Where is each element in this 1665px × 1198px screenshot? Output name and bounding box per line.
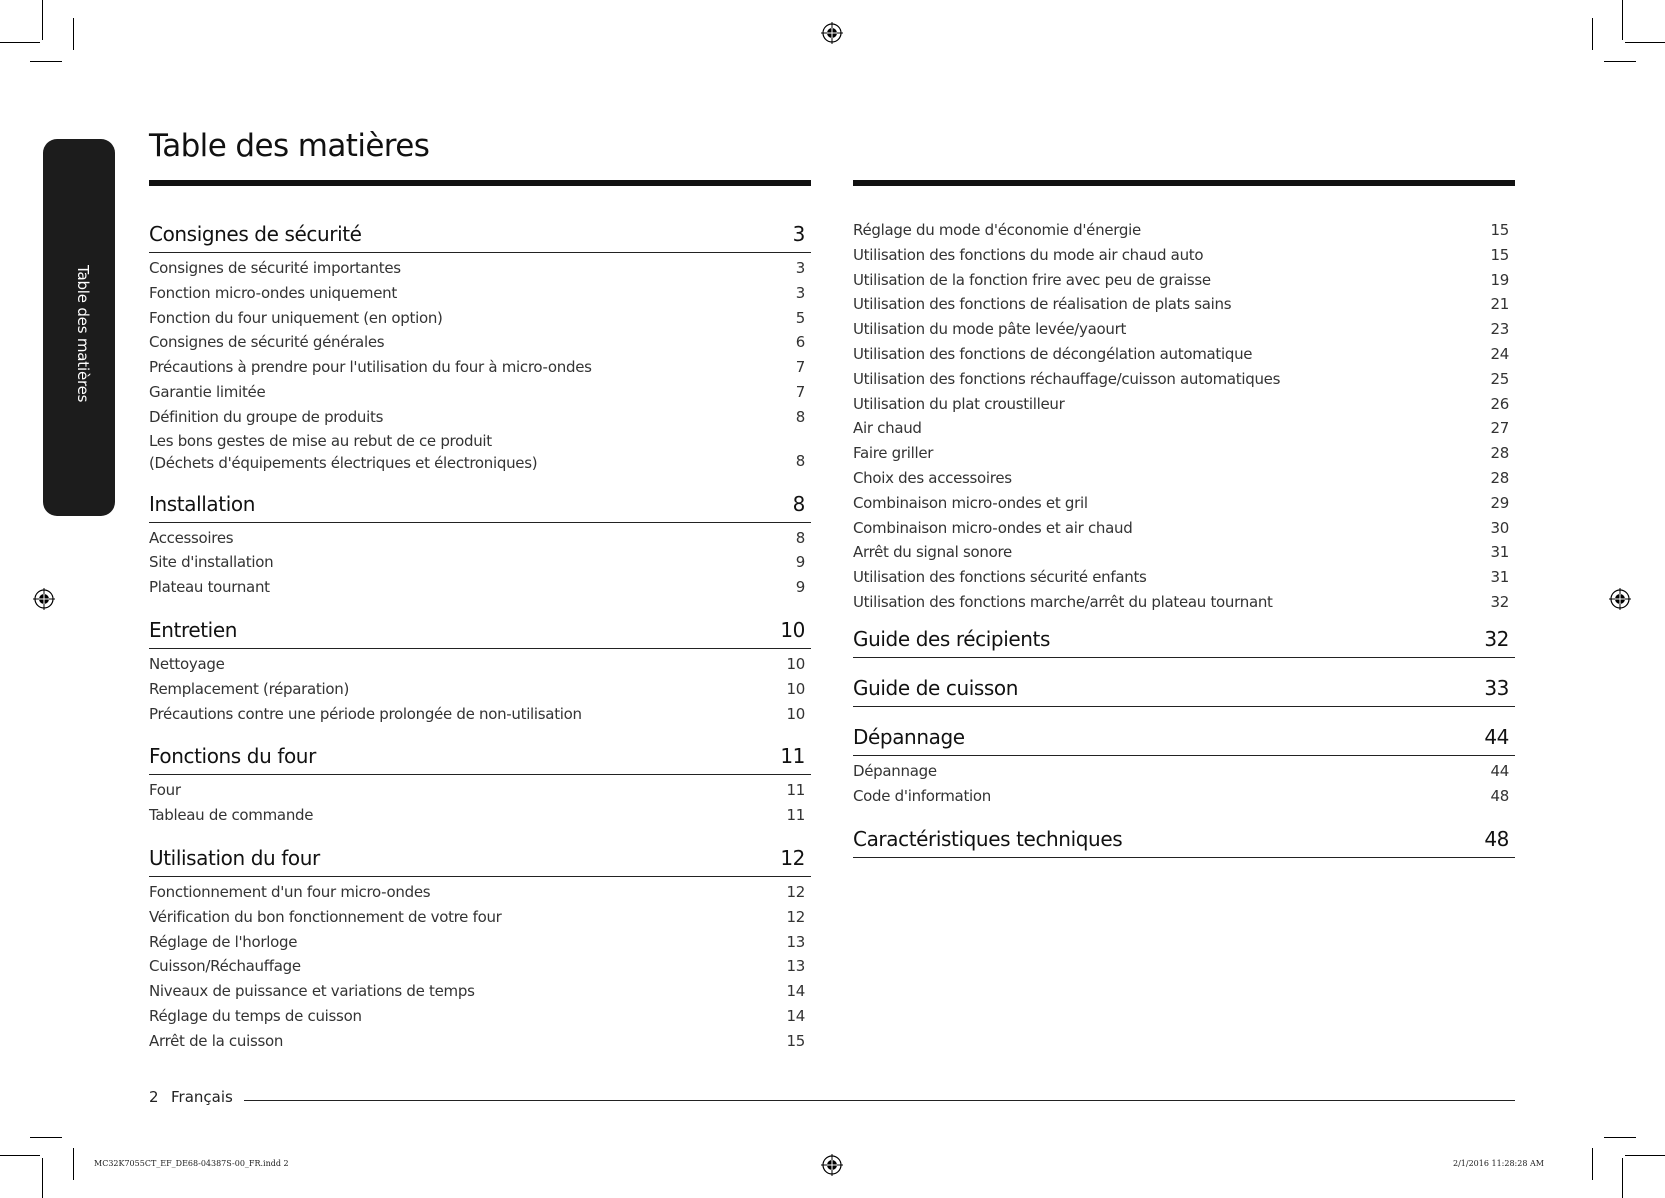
toc-section xyxy=(149,492,811,600)
toc-entry-page: 6 xyxy=(795,333,805,352)
toc-entry-list xyxy=(149,652,811,726)
toc-section-heading[interactable] xyxy=(149,222,811,253)
footer-rule xyxy=(244,1100,1515,1101)
toc-entry[interactable] xyxy=(149,979,811,1004)
toc-entry-page: 12 xyxy=(786,907,805,926)
toc-entry-list xyxy=(149,256,811,474)
toc-entry-page: 8 xyxy=(795,451,805,470)
toc-section-page: 32 xyxy=(1484,627,1509,651)
toc-left-column xyxy=(149,222,811,1072)
toc-entry-page: 15 xyxy=(786,1031,805,1050)
toc-entry-title: Dépannage xyxy=(853,762,937,780)
toc-entry[interactable] xyxy=(853,590,1515,615)
toc-entry-page: 11 xyxy=(786,806,805,825)
toc-section-title: Utilisation du four xyxy=(149,845,320,870)
toc-entry-page: 10 xyxy=(786,654,805,673)
toc-entry-page: 44 xyxy=(1490,762,1509,780)
toc-entry-page: 31 xyxy=(1490,543,1509,562)
toc-section-page: 44 xyxy=(1484,725,1509,749)
toc-entry-title: Arrêt du signal sonore xyxy=(853,543,1012,562)
toc-entry-page: 7 xyxy=(795,358,805,377)
toc-section-page: 12 xyxy=(780,845,805,870)
toc-entry[interactable] xyxy=(149,550,811,575)
toc-entry-title: Consignes de sécurité générales xyxy=(149,333,385,352)
toc-entry-page: 15 xyxy=(1490,245,1509,264)
toc-section-heading[interactable] xyxy=(853,725,1515,756)
toc-entry-title: Combinaison micro-ondes et gril xyxy=(853,493,1088,512)
toc-section xyxy=(149,222,811,474)
toc-entry[interactable] xyxy=(149,306,811,331)
toc-entry-page: 3 xyxy=(795,283,805,302)
toc-section xyxy=(853,725,1515,809)
toc-entry[interactable] xyxy=(149,1029,811,1054)
toc-right-continuation xyxy=(853,218,1515,615)
toc-entry-page: 8 xyxy=(795,407,805,426)
toc-entry[interactable] xyxy=(149,256,811,281)
toc-entry-page: 14 xyxy=(786,1006,805,1025)
toc-section-title: Consignes de sécurité xyxy=(149,222,362,246)
toc-entry-list xyxy=(149,880,811,1054)
toc-section-title: Dépannage xyxy=(853,725,965,749)
toc-entry-page: 5 xyxy=(795,308,805,327)
toc-entry[interactable] xyxy=(149,803,811,828)
toc-entry[interactable] xyxy=(853,392,1515,417)
toc-entry-page: 24 xyxy=(1490,344,1509,363)
toc-entry[interactable] xyxy=(149,575,811,600)
toc-entry-title: Fonctionnement d'un four micro-ondes xyxy=(149,882,431,901)
toc-entry[interactable] xyxy=(149,652,811,677)
toc-entry-page: 32 xyxy=(1490,592,1509,611)
toc-section-page: 3 xyxy=(792,222,805,246)
toc-section-page: 33 xyxy=(1484,676,1509,700)
toc-entry-page: 27 xyxy=(1490,419,1509,438)
toc-section xyxy=(853,676,1515,707)
toc-entry[interactable] xyxy=(853,243,1515,268)
toc-entry-list xyxy=(853,759,1515,809)
toc-entry-title: Vérification du bon fonctionnement de votre four xyxy=(149,907,502,926)
toc-entry-page: 30 xyxy=(1490,518,1509,537)
toc-entry-title: Air chaud xyxy=(853,419,922,438)
toc-entry-title: Utilisation des fonctions marche/arrêt du plateau tournant xyxy=(853,592,1273,611)
toc-entry[interactable] xyxy=(853,540,1515,565)
toc-entry-title: Utilisation de la fonction frire avec peu de graisse xyxy=(853,270,1211,289)
toc-entry-page: 8 xyxy=(795,528,805,547)
toc-entry-page: 7 xyxy=(795,382,805,401)
toc-entry-page: 28 xyxy=(1490,468,1509,487)
toc-entry-page: 29 xyxy=(1490,493,1509,512)
toc-entry[interactable] xyxy=(853,342,1515,367)
toc-entry-title: Utilisation des fonctions sécurité enfants xyxy=(853,568,1147,587)
toc-section xyxy=(853,627,1515,658)
toc-entry[interactable] xyxy=(149,1004,811,1029)
toc-entry-title: Utilisation des fonctions du mode air chaud auto xyxy=(853,245,1204,264)
toc-entry-title: Garantie limitée xyxy=(149,382,266,401)
toc-section-heading[interactable] xyxy=(853,676,1515,707)
toc-section xyxy=(149,618,811,726)
toc-entry-page: 19 xyxy=(1490,270,1509,289)
toc-entry-title: Nettoyage xyxy=(149,654,225,673)
toc-entry-page: 23 xyxy=(1490,320,1509,339)
toc-entry[interactable] xyxy=(853,416,1515,441)
toc-entry-title: Tableau de commande xyxy=(149,806,314,825)
toc-entry-title: Précautions à prendre pour l'utilisation du four à micro-ondes xyxy=(149,358,592,377)
toc-entry-page: 26 xyxy=(1490,394,1509,413)
toc-entry-page: 48 xyxy=(1490,786,1509,805)
registration-mark-icon xyxy=(33,588,55,610)
right-column-top-rule xyxy=(853,180,1515,186)
toc-entry[interactable] xyxy=(149,355,811,380)
toc-entry[interactable] xyxy=(853,759,1515,784)
toc-entry-title: Réglage du temps de cuisson xyxy=(149,1006,362,1025)
toc-section-title: Guide des récipients xyxy=(853,627,1051,651)
toc-entry-title: Remplacement (réparation) xyxy=(149,679,350,698)
toc-entry[interactable] xyxy=(149,880,811,905)
toc-entry-title: Arrêt de la cuisson xyxy=(149,1031,284,1050)
toc-entry[interactable] xyxy=(149,677,811,702)
toc-entry[interactable] xyxy=(149,281,811,306)
toc-entry[interactable] xyxy=(853,218,1515,243)
toc-entry-page: 13 xyxy=(786,957,805,976)
toc-entry-page: 15 xyxy=(1490,221,1509,239)
toc-entry[interactable] xyxy=(149,330,811,355)
toc-entry-page: 21 xyxy=(1490,295,1509,314)
toc-entry[interactable] xyxy=(149,702,811,727)
toc-section-heading[interactable] xyxy=(149,618,811,649)
toc-entry-title: Cuisson/Réchauffage xyxy=(149,957,301,976)
toc-entry[interactable] xyxy=(149,930,811,955)
registration-mark-icon xyxy=(1609,588,1631,610)
toc-section-heading[interactable] xyxy=(853,827,1515,858)
toc-entry-title: Plateau tournant xyxy=(149,578,270,597)
toc-section-page: 8 xyxy=(792,491,805,516)
toc-section-page: 11 xyxy=(780,744,805,769)
toc-section-heading[interactable] xyxy=(149,744,811,775)
registration-mark-icon xyxy=(821,22,843,44)
toc-section-heading[interactable] xyxy=(149,846,811,877)
toc-entry-page: 25 xyxy=(1490,369,1509,388)
toc-entry-title: Utilisation des fonctions de décongélation automatique xyxy=(853,344,1253,363)
toc-entry-title: Utilisation des fonctions réchauffage/cuisson automatiques xyxy=(853,369,1281,388)
toc-entry[interactable] xyxy=(853,784,1515,809)
toc-entry-title: Four xyxy=(149,781,181,800)
toc-entry[interactable] xyxy=(149,905,811,930)
toc-entry-page: 11 xyxy=(786,781,805,800)
toc-section xyxy=(853,827,1515,858)
toc-entry-title: Code d'information xyxy=(853,786,991,805)
toc-entry-title: Définition du groupe de produits xyxy=(149,407,384,426)
toc-entry-page: 13 xyxy=(786,932,805,951)
toc-entry[interactable] xyxy=(149,526,811,551)
toc-entry-title: Les bons gestes de mise au rebut de ce produit (Déchets d'équipements électriques et électroniques) xyxy=(149,431,538,472)
toc-entry-list xyxy=(149,778,811,828)
toc-entry-title: Utilisation du mode pâte levée/yaourt xyxy=(853,320,1127,339)
footer-page-number: 2 xyxy=(149,1088,159,1106)
toc-entry[interactable] xyxy=(853,268,1515,293)
toc-section-page: 48 xyxy=(1484,826,1509,851)
toc-entry-title: Consignes de sécurité importantes xyxy=(149,259,401,277)
toc-entry[interactable] xyxy=(149,954,811,979)
toc-entry[interactable] xyxy=(149,405,811,430)
toc-entry[interactable] xyxy=(149,430,811,474)
toc-entry-title: Fonction du four uniquement (en option) xyxy=(149,308,443,327)
toc-entry-page: 14 xyxy=(786,982,805,1001)
toc-entry-title: Niveaux de puissance et variations de temps xyxy=(149,982,475,1001)
toc-section-heading[interactable] xyxy=(149,492,811,523)
toc-entry-title: Utilisation du plat croustilleur xyxy=(853,394,1065,413)
toc-entry[interactable] xyxy=(853,441,1515,466)
toc-section-title: Caractéristiques techniques xyxy=(853,826,1123,851)
page-title: Table des matières xyxy=(149,128,430,164)
toc-entry-title: Réglage de l'horloge xyxy=(149,932,298,951)
toc-entry-page: 28 xyxy=(1490,444,1509,463)
toc-section xyxy=(149,846,811,1054)
print-slug-date: 2/1/2016 11:28:28 AM xyxy=(1453,1159,1544,1168)
side-tab-label: Table des matières xyxy=(74,265,92,403)
toc-section-page: 10 xyxy=(780,617,805,642)
toc-entry-title: Accessoires xyxy=(149,528,234,547)
toc-entry[interactable] xyxy=(853,491,1515,516)
toc-section-title: Entretien xyxy=(149,617,238,642)
toc-entry-page: 9 xyxy=(795,553,805,572)
toc-entry-title: Faire griller xyxy=(853,444,934,463)
toc-entry[interactable] xyxy=(149,380,811,405)
toc-section-title: Installation xyxy=(149,491,255,516)
left-column-top-rule xyxy=(149,180,811,186)
toc-entry-page: 12 xyxy=(786,882,805,901)
footer-language: Français xyxy=(171,1088,233,1106)
toc-entry-page: 10 xyxy=(786,679,805,698)
toc-right-sections xyxy=(853,627,1515,876)
toc-entry-page: 3 xyxy=(795,259,805,277)
toc-entry-title: Site d'installation xyxy=(149,553,274,572)
toc-entry[interactable] xyxy=(149,778,811,803)
toc-section xyxy=(149,744,811,828)
toc-entry-page: 31 xyxy=(1490,568,1509,587)
toc-entry-title: Combinaison micro-ondes et air chaud xyxy=(853,518,1133,537)
toc-entry[interactable] xyxy=(853,565,1515,590)
toc-entry-title: Réglage du mode d'économie d'énergie xyxy=(853,221,1141,239)
toc-entry[interactable] xyxy=(853,292,1515,317)
toc-entry[interactable] xyxy=(853,367,1515,392)
toc-entry[interactable] xyxy=(853,466,1515,491)
toc-entry-page: 9 xyxy=(795,578,805,597)
toc-entry-title: Précautions contre une période prolongée de non-utilisation xyxy=(149,704,582,723)
toc-entry-page: 10 xyxy=(786,704,805,723)
toc-section-title: Guide de cuisson xyxy=(853,676,1019,700)
toc-entry-list xyxy=(149,526,811,600)
print-slug-file: MC32K7055CT_EF_DE68-04387S-00_FR.indd 2 xyxy=(94,1159,289,1168)
registration-mark-icon xyxy=(821,1154,843,1176)
toc-entry-title: Utilisation des fonctions de réalisation de plats sains xyxy=(853,295,1232,314)
toc-section-title: Fonctions du four xyxy=(149,744,316,769)
toc-entry-title: Fonction micro-ondes uniquement xyxy=(149,283,397,302)
toc-section-heading[interactable] xyxy=(853,627,1515,658)
toc-entry-title: Choix des accessoires xyxy=(853,468,1012,487)
toc-entry[interactable] xyxy=(853,516,1515,541)
toc-entry[interactable] xyxy=(853,317,1515,342)
